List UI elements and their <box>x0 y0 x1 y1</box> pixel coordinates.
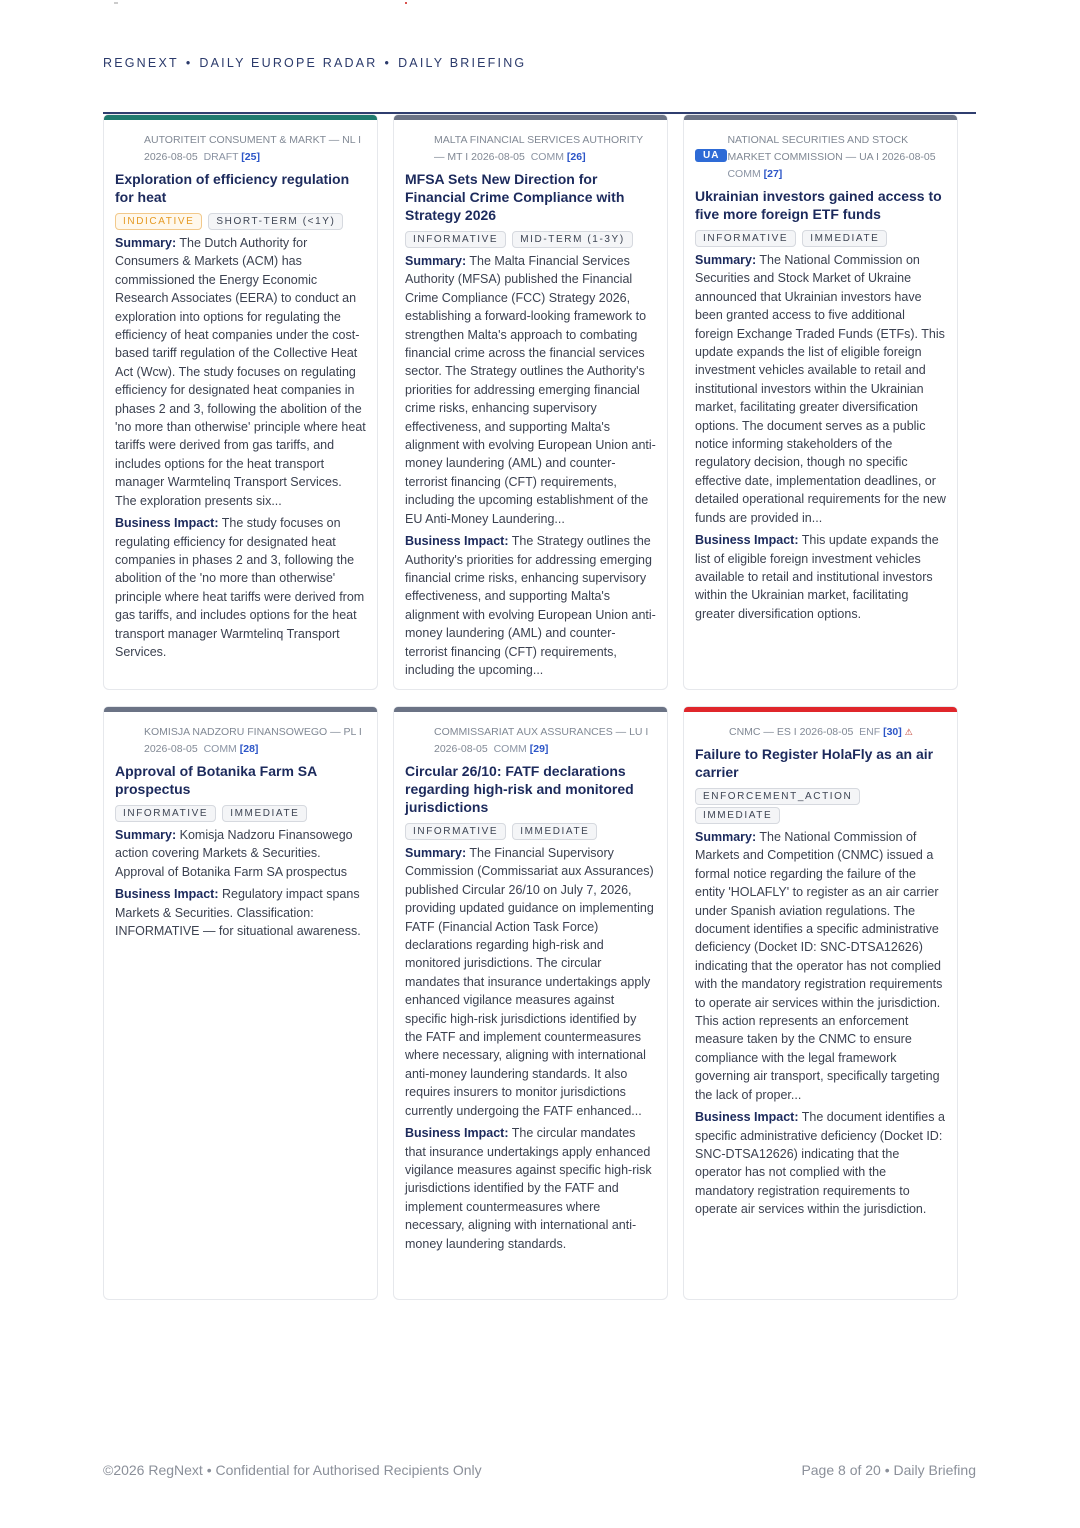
card-kind: COMM <box>727 168 761 180</box>
card-kind: COMM <box>493 743 527 755</box>
card-date: 2026-08-05 <box>144 743 198 755</box>
card-title[interactable]: Failure to Register HolaFly as an air carrier <box>695 746 934 780</box>
card-summary: Summary: The National Commission of Markets and Competition (CNMC) issued a formal notice regarding the failure of the entity 'HOLAFLY' to register as an air carrier under Spanish aviation regulations. The document identifies a specific administrative deficiency (Docket ID: SNC-DTSA12626) indicating that the operator has not complied with the mandatory registration requirements to operate air services within the jurisdiction. This action represents an enforcement measure taken by the CNMC to ensure compliance with the legal framework governing air transport, specifically targeting the lack of proper... <box>695 830 943 1102</box>
card-meta <box>405 724 656 758</box>
card-cell <box>683 706 958 1300</box>
section-name: DAILY EUROPE RADAR <box>199 56 378 70</box>
card-source: KOMISJA NADZORU FINANSOWEGO — PL I <box>144 726 362 738</box>
card-cell <box>393 706 668 1300</box>
summary-label: Summary: <box>115 828 177 842</box>
card-title[interactable]: Approval of Botanika Farm SA prospectus <box>115 763 317 797</box>
card-kind: ENF <box>859 726 881 738</box>
tag-horizon: SHORT-TERM (<1Y) <box>208 213 343 230</box>
tag-horizon: MID-TERM (1-3Y) <box>512 231 633 248</box>
news-card[interactable] <box>683 114 958 690</box>
summary-label: Summary: <box>405 846 467 860</box>
news-card[interactable] <box>393 114 668 690</box>
card-tags <box>405 821 656 840</box>
card-title[interactable]: Exploration of efficiency regulation for heat <box>115 171 350 205</box>
tag-significance: INFORMATIVE <box>695 230 796 247</box>
card-title[interactable]: MFSA Sets New Direction for Financial Crime Compliance with Strategy 2026 <box>405 171 625 223</box>
card-source: AUTORITEIT CONSUMENT & MARKT — NL I <box>144 134 362 146</box>
card-cell <box>103 114 378 690</box>
card-ref-link[interactable]: [28] <box>239 743 259 755</box>
card-ref-link[interactable]: [26] <box>566 151 586 163</box>
summary-label: Summary: <box>115 236 177 250</box>
summary-label: Summary: <box>405 254 467 268</box>
card-tags <box>115 803 366 822</box>
tag-significance: INFORMATIVE <box>115 805 216 822</box>
card-meta <box>405 132 656 166</box>
tag-significance: INFORMATIVE <box>405 231 506 248</box>
card-date: 2026-08-05 <box>799 726 854 738</box>
card-kind: COMM <box>203 743 237 755</box>
card-accent-bar <box>104 707 377 712</box>
card-summary: Summary: The Dutch Authority for Consumers & Markets (ACM) has commissioned the Energy Economic Research Associates (EERA) to conduct an exploration into options for regulating the efficiency of heat companies under the cost-based tariff regulation of the Collective Heat Act (Wcw). The study focuses on regulating efficiency for designated heat companies in phases 2 and 3, following the abolition of the 'no more than otherwise' principle where heat tariffs were derived from gas tariffs, and includes options for the heat transport manager Warmtelinq Transport Services. The exploration presents six... <box>115 236 366 508</box>
impact-label: Business Impact: <box>405 1126 509 1141</box>
card-accent-bar <box>684 707 957 712</box>
card-date: 2026-08-05 <box>434 743 488 755</box>
news-card[interactable] <box>103 114 378 690</box>
card-summary: Summary: Komisja Nadzoru Finansowego action covering Markets & Securities. Approval of Botanika Farm SA prospectus <box>115 828 353 879</box>
card-date: 2026-08-05 <box>881 151 936 163</box>
card-source: NATIONAL SECURITIES AND STOCK MARKET COMMISSION — UA I <box>727 134 909 163</box>
footer-page-number: Page 8 of 20 • Daily Briefing <box>801 1462 976 1478</box>
card-accent-bar <box>104 115 377 120</box>
brand-name: REGNEXT <box>103 56 179 70</box>
card-title[interactable]: Ukrainian investors gained access to five more foreign ETF funds <box>695 188 942 222</box>
card-ref-link[interactable]: [25] <box>241 151 260 163</box>
card-tags <box>405 229 656 248</box>
impact-label: Business Impact: <box>405 534 509 549</box>
card-meta <box>115 724 366 758</box>
card-accent-bar <box>394 115 667 120</box>
card-impact: Business Impact: The circular mandates that insurance undertakings apply enhanced vigilance measures against specific high-risk jurisdictions identified by the FATF and implement countermeasures where necessary, aligning with international anti-money laundering standards. <box>405 1126 652 1251</box>
warning-flag-icon: ⚠ <box>904 727 913 737</box>
card-cell <box>393 114 668 690</box>
tag-significance: ENFORCEMENT_ACTION <box>695 788 860 805</box>
news-card[interactable] <box>393 706 668 1300</box>
card-meta <box>115 132 366 166</box>
card-ref-link[interactable]: [30] <box>883 726 902 738</box>
impact-label: Business Impact: <box>695 533 799 548</box>
card-ref-link[interactable]: [27] <box>763 168 783 180</box>
card-source: MALTA FINANCIAL SERVICES AUTHORITY — MT I <box>434 134 643 163</box>
card-impact: Business Impact: The document identifies a specific administrative deficiency (Docket ID: SNC-DTSA12626) indicating that the operator has not complied with the mandatory registration requirements to operate air services within the jurisdiction. <box>695 1110 945 1217</box>
card-impact: Business Impact: The Strategy outlines the Authority's priorities for addressing emerging financial crime risks, enhancing supervisory effectiveness, and supporting Malta's alignment with evolving European Union anti-money laundering (AML) and counter-terrorist financing (CFT) requirements, including the upcoming... <box>405 534 656 677</box>
tag-horizon: IMMEDIATE <box>222 805 307 822</box>
card-accent-bar <box>684 115 957 120</box>
country-badge: UA <box>695 149 727 162</box>
impact-label: Business Impact: <box>695 1110 799 1125</box>
tag-horizon: IMMEDIATE <box>512 823 597 840</box>
impact-label: Business Impact: <box>115 887 219 902</box>
card-summary: Summary: The Malta Financial Services Authority (MFSA) published the Financial Crime Compliance (FCC) Strategy 2026, establishing a forward-looking framework to strengthen Malta's approach to combating financial crime across the financial services sector. The Strategy outlines the Authority's priorities for addressing emerging financial crime risks, enhancing supervisory effectiveness, and supporting Malta's alignment with evolving European Union anti-money laundering (AML) and counter-terrorist financing (CFT) requirements, including the upcoming establishment of the EU Anti-Money Laundering... <box>405 254 656 526</box>
news-card[interactable] <box>103 706 378 1300</box>
card-impact: Business Impact: This update expands the list of eligible foreign investment vehicles available to retail and institutional investors within the Ukrainian market, facilitating greater diversification options. <box>695 533 939 621</box>
card-accent-bar <box>394 707 667 712</box>
card-kind: DRAFT <box>203 151 239 163</box>
page-mark <box>114 2 118 4</box>
card-source: CNMC — ES I <box>729 726 797 738</box>
card-tags <box>115 211 366 230</box>
summary-label: Summary: <box>695 830 757 844</box>
impact-label: Business Impact: <box>115 516 219 531</box>
tag-significance: INDICATIVE <box>115 213 202 230</box>
news-card[interactable] <box>683 706 958 1300</box>
card-summary: Summary: The National Commission on Securities and Stock Market of Ukraine announced that Ukrainian investors have been granted access to five additional foreign Exchange Traded Funds (ETFs). This update expands the list of eligible foreign investment vehicles available to retail and institutional investors within the Ukrainian market, facilitating greater diversification options. The document serves as a public notice informing stakeholders of the regulatory decision, though no specific effective date, implementation deadlines, or detailed operational requirements for the new funds are provided in... <box>695 253 946 525</box>
card-impact: Business Impact: Regulatory impact spans Markets & Securities. Classification: INFORMATIVE — for situational awareness. <box>115 887 361 939</box>
card-cell <box>103 706 378 1300</box>
card-ref-link[interactable]: [29] <box>529 743 549 755</box>
tag-horizon: IMMEDIATE <box>695 807 780 824</box>
card-meta <box>698 132 946 183</box>
summary-label: Summary: <box>695 253 757 267</box>
card-date: 2026-08-05 <box>471 151 525 163</box>
card-kind: COMM <box>530 151 564 163</box>
report-header: REGNEXT • DAILY EUROPE RADAR • DAILY BRIEFING <box>103 56 527 70</box>
report-name: DAILY BRIEFING <box>398 56 527 70</box>
card-impact: Business Impact: The study focuses on regulating efficiency for designated heat companies in phases 2 and 3, following the abolition of the 'no more than otherwise' principle where heat tariffs were derived from gas tariffs, and includes options for the heat transport manager Warmtelinq Transport Services. <box>115 516 365 659</box>
card-cell <box>683 114 958 690</box>
footer-copyright: ©2026 RegNext • Confidential for Authorised Recipients Only <box>103 1462 482 1478</box>
card-summary: Summary: The Financial Supervisory Commission (Commissariat aux Assurances) published Circular 26/10 on July 7, 2026, providing updated guidance on implementing FATF (Financial Action Task Force) declarations regarding high-risk and monitored jurisdictions. The circular mandates that insurance undertakings apply enhanced vigilance measures against specific high-risk jurisdictions identified by the FATF and implement countermeasures where necessary, aligning with international anti-money laundering standards. It also requires insurers to monitor jurisdictions currently undergoing the FATF enhanced... <box>405 846 654 1118</box>
card-tags <box>695 228 946 247</box>
page-mark <box>405 2 407 4</box>
tag-significance: INFORMATIVE <box>405 823 506 840</box>
card-source: COMMISSARIAT AUX ASSURANCES — LU I <box>434 726 649 738</box>
card-date: 2026-08-05 <box>144 151 198 163</box>
tag-horizon: IMMEDIATE <box>802 230 887 247</box>
card-title[interactable]: Circular 26/10: FATF declarations regarding high-risk and monitored jurisdictions <box>405 763 634 815</box>
card-grid <box>103 114 959 1300</box>
card-tags <box>695 786 946 824</box>
card-meta <box>695 724 946 741</box>
